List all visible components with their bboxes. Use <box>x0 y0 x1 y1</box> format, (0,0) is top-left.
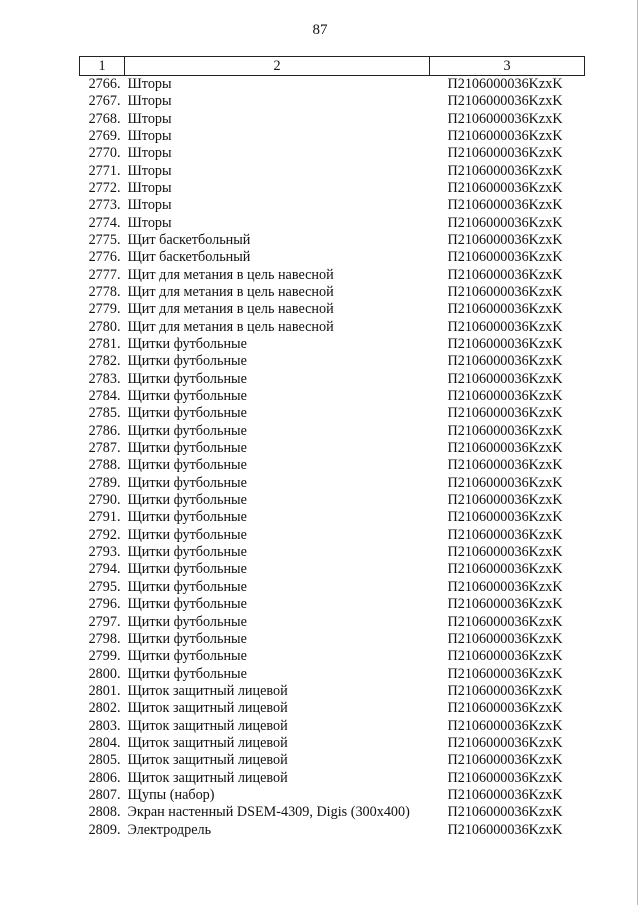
item-name: Электродрель <box>127 821 212 838</box>
table-row <box>80 700 585 717</box>
row-number: 2803. <box>88 717 121 734</box>
item-code: П2106000036KzxK <box>447 544 563 561</box>
table-row <box>80 267 585 284</box>
row-number: 2766. <box>88 76 121 92</box>
item-code: П2106000036KzxK <box>447 526 563 543</box>
table-row <box>80 405 585 422</box>
item-name: Щитки футбольные <box>127 509 247 526</box>
row-number: 2768. <box>88 110 121 127</box>
item-code: П2106000036KzxK <box>447 578 563 595</box>
table-row <box>80 353 585 370</box>
item-name: Щитки футбольные <box>127 596 247 613</box>
item-code: П2106000036KzxK <box>447 266 563 283</box>
item-name: Щиток защитный лицевой <box>127 734 288 751</box>
row-number: 2775. <box>88 231 121 248</box>
row-number: 2793. <box>88 544 121 561</box>
column-header-1: 1 <box>80 57 125 76</box>
item-name: Щитки футбольные <box>127 492 247 509</box>
item-code: П2106000036KzxK <box>447 648 563 665</box>
table-header <box>80 57 585 76</box>
table-row <box>80 76 585 94</box>
table-row <box>80 215 585 232</box>
row-number: 2778. <box>88 283 121 300</box>
table-row <box>80 579 585 596</box>
table-row <box>80 371 585 388</box>
table-row <box>80 492 585 509</box>
table-row <box>80 249 585 266</box>
item-name: Щит для метания в цель навесной <box>127 318 334 335</box>
row-number: 2806. <box>88 769 121 786</box>
item-name: Шторы <box>127 162 172 179</box>
row-number: 2781. <box>88 336 121 353</box>
row-number: 2789. <box>88 474 121 491</box>
table-row <box>80 180 585 197</box>
row-number: 2783. <box>88 370 121 387</box>
table-row <box>80 527 585 544</box>
item-name: Щитки футбольные <box>127 544 247 561</box>
row-number: 2794. <box>88 561 121 578</box>
item-name: Щитки футбольные <box>127 648 247 665</box>
row-number: 2795. <box>88 578 121 595</box>
item-name: Экран настенный DSEM-4309, Digis (300x400) <box>127 804 410 821</box>
table-row <box>80 197 585 214</box>
item-name: Щитки футбольные <box>127 388 247 405</box>
table-row <box>80 787 585 804</box>
item-name: Щит для метания в цель навесной <box>127 266 334 283</box>
row-number: 2809. <box>88 821 121 838</box>
item-name: Шторы <box>127 179 172 196</box>
row-number: 2777. <box>88 266 121 283</box>
row-number: 2779. <box>88 301 121 318</box>
row-number: 2786. <box>88 422 121 439</box>
table-row <box>80 509 585 526</box>
table-row <box>80 752 585 769</box>
item-code: П2106000036KzxK <box>447 682 563 699</box>
row-number: 2791. <box>88 509 121 526</box>
item-name: Щиток защитный лицевой <box>127 700 288 717</box>
row-number: 2804. <box>88 734 121 751</box>
row-number: 2769. <box>88 127 121 144</box>
item-code: П2106000036KzxK <box>447 301 563 318</box>
item-name: Шторы <box>127 76 172 92</box>
row-number: 2787. <box>88 440 121 457</box>
table-row <box>80 457 585 474</box>
table-row <box>80 111 585 128</box>
item-code: П2106000036KzxK <box>447 405 563 422</box>
item-name: Шторы <box>127 214 172 231</box>
table-row <box>80 336 585 353</box>
item-code: П2106000036KzxK <box>447 145 563 162</box>
item-name: Щитки футбольные <box>127 405 247 422</box>
row-number: 2770. <box>88 145 121 162</box>
table-row <box>80 561 585 578</box>
table-row <box>80 301 585 318</box>
item-name: Щупы (набор) <box>127 786 215 803</box>
item-name: Щитки футбольные <box>127 613 247 630</box>
table-row <box>80 93 585 110</box>
item-code: П2106000036KzxK <box>447 474 563 491</box>
item-code: П2106000036KzxK <box>447 630 563 647</box>
item-code: П2106000036KzxK <box>447 613 563 630</box>
table-row <box>80 596 585 613</box>
table-row <box>80 544 585 561</box>
table-row <box>80 388 585 405</box>
item-name: Шторы <box>127 93 172 110</box>
column-header-2: 2 <box>125 57 430 76</box>
row-number: 2807. <box>88 786 121 803</box>
item-code: П2106000036KzxK <box>447 214 563 231</box>
row-number: 2802. <box>88 700 121 717</box>
inventory-table <box>79 56 585 839</box>
item-name: Щиток защитный лицевой <box>127 752 288 769</box>
item-code: П2106000036KzxK <box>447 370 563 387</box>
table-row <box>80 683 585 700</box>
row-number: 2785. <box>88 405 121 422</box>
item-code: П2106000036KzxK <box>447 665 563 682</box>
table-row <box>80 735 585 752</box>
item-code: П2106000036KzxK <box>447 786 563 803</box>
table-row <box>80 804 585 821</box>
row-number: 2797. <box>88 613 121 630</box>
item-name: Шторы <box>127 127 172 144</box>
table-row <box>80 631 585 648</box>
item-code: П2106000036KzxK <box>447 509 563 526</box>
row-number: 2772. <box>88 179 121 196</box>
item-code: П2106000036KzxK <box>447 700 563 717</box>
table-row <box>80 145 585 162</box>
item-name: Щитки футбольные <box>127 578 247 595</box>
item-code: П2106000036KzxK <box>447 752 563 769</box>
row-number: 2805. <box>88 752 121 769</box>
row-number: 2808. <box>88 804 121 821</box>
item-code: П2106000036KzxK <box>447 821 563 838</box>
item-name: Щитки футбольные <box>127 440 247 457</box>
item-name: Щитки футбольные <box>127 422 247 439</box>
item-name: Щитки футбольные <box>127 336 247 353</box>
item-code: П2106000036KzxK <box>447 179 563 196</box>
item-name: Щиток защитный лицевой <box>127 682 288 699</box>
column-header-3: 3 <box>430 57 585 76</box>
row-number: 2771. <box>88 162 121 179</box>
item-code: П2106000036KzxK <box>447 734 563 751</box>
item-name: Шторы <box>127 197 172 214</box>
item-code: П2106000036KzxK <box>447 353 563 370</box>
row-number: 2780. <box>88 318 121 335</box>
item-code: П2106000036KzxK <box>447 231 563 248</box>
table-row <box>80 822 585 839</box>
item-code: П2106000036KzxK <box>447 76 563 92</box>
table-row <box>80 284 585 301</box>
table-row <box>80 319 585 336</box>
row-number: 2801. <box>88 682 121 699</box>
item-code: П2106000036KzxK <box>447 283 563 300</box>
row-number: 2774. <box>88 214 121 231</box>
item-name: Щитки футбольные <box>127 370 247 387</box>
item-name: Щитки футбольные <box>127 474 247 491</box>
item-code: П2106000036KzxK <box>447 249 563 266</box>
row-number: 2782. <box>88 353 121 370</box>
item-code: П2106000036KzxK <box>447 110 563 127</box>
table-row <box>80 423 585 440</box>
row-number: 2796. <box>88 596 121 613</box>
table-row <box>80 614 585 631</box>
table-row <box>80 128 585 145</box>
item-name: Щиток защитный лицевой <box>127 769 288 786</box>
item-code: П2106000036KzxK <box>447 804 563 821</box>
item-code: П2106000036KzxK <box>447 127 563 144</box>
table-row <box>80 718 585 735</box>
item-name: Шторы <box>127 145 172 162</box>
item-code: П2106000036KzxK <box>447 93 563 110</box>
table-row <box>80 475 585 492</box>
item-code: П2106000036KzxK <box>447 769 563 786</box>
item-name: Щитки футбольные <box>127 353 247 370</box>
row-number: 2798. <box>88 630 121 647</box>
item-name: Шторы <box>127 110 172 127</box>
item-name: Щиток защитный лицевой <box>127 717 288 734</box>
item-name: Щитки футбольные <box>127 665 247 682</box>
item-code: П2106000036KzxK <box>447 596 563 613</box>
item-name: Щит для метания в цель навесной <box>127 283 334 300</box>
item-code: П2106000036KzxK <box>447 162 563 179</box>
item-code: П2106000036KzxK <box>447 197 563 214</box>
item-code: П2106000036KzxK <box>447 388 563 405</box>
row-number: 2776. <box>88 249 121 266</box>
item-code: П2106000036KzxK <box>447 318 563 335</box>
item-name: Щитки футбольные <box>127 561 247 578</box>
row-number: 2767. <box>88 93 121 110</box>
item-name: Щитки футбольные <box>127 630 247 647</box>
item-code: П2106000036KzxK <box>447 457 563 474</box>
item-code: П2106000036KzxK <box>447 717 563 734</box>
table-row <box>80 648 585 665</box>
table-row <box>80 163 585 180</box>
item-code: П2106000036KzxK <box>447 440 563 457</box>
item-name: Щитки футбольные <box>127 526 247 543</box>
item-name: Щит для метания в цель навесной <box>127 301 334 318</box>
table-body <box>80 76 585 839</box>
table-row <box>80 440 585 457</box>
table-row <box>80 770 585 787</box>
item-name: Щитки футбольные <box>127 457 247 474</box>
row-number: 2788. <box>88 457 121 474</box>
item-code: П2106000036KzxK <box>447 561 563 578</box>
scan-edge-line <box>637 0 638 905</box>
row-number: 2800. <box>88 665 121 682</box>
page-number: 87 <box>312 22 328 38</box>
table-row <box>80 232 585 249</box>
table-row <box>80 666 585 683</box>
item-name: Щит баскетбольный <box>127 249 251 266</box>
row-number: 2799. <box>88 648 121 665</box>
item-code: П2106000036KzxK <box>447 422 563 439</box>
row-number: 2773. <box>88 197 121 214</box>
item-code: П2106000036KzxK <box>447 492 563 509</box>
row-number: 2792. <box>88 526 121 543</box>
row-number: 2790. <box>88 492 121 509</box>
item-name: Щит баскетбольный <box>127 231 251 248</box>
row-number: 2784. <box>88 388 121 405</box>
item-code: П2106000036KzxK <box>447 336 563 353</box>
